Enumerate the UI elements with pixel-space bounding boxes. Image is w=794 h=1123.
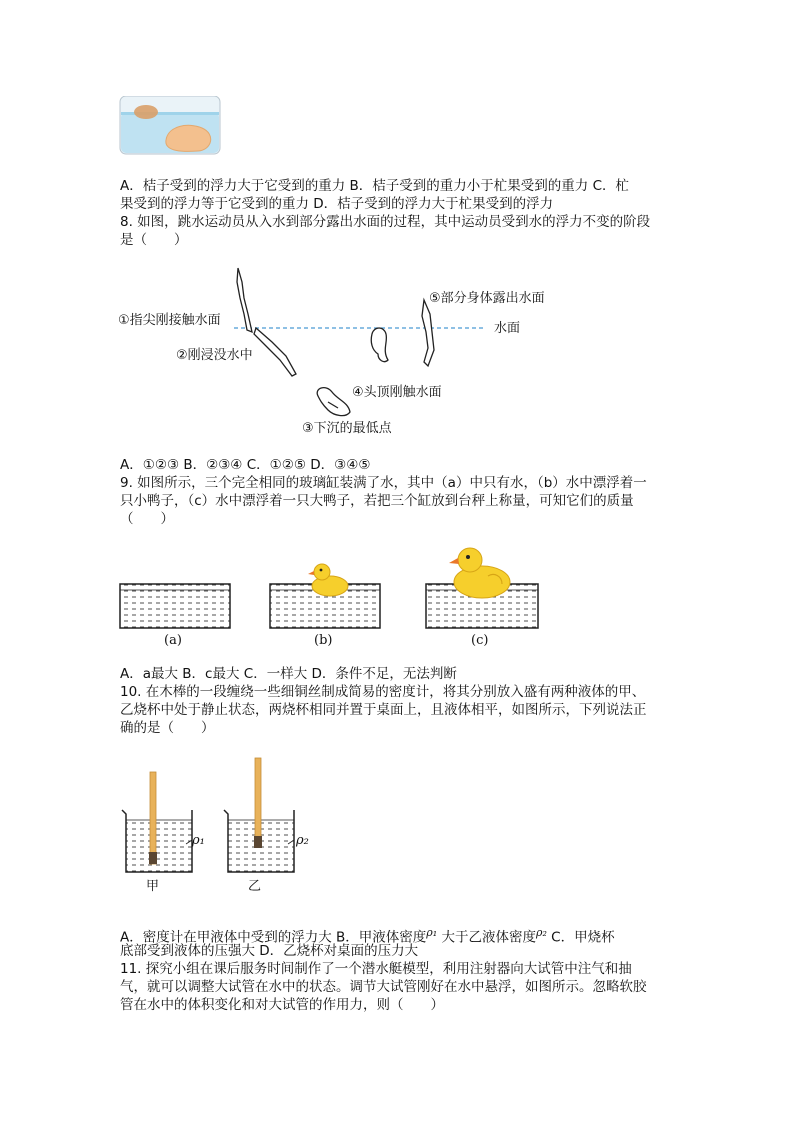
q10-inline-rho1: ρ₁ [426, 926, 438, 939]
rho1-label: ρ₁ [192, 833, 205, 848]
q10-option-a: A．密度计在甲液体中受到的浮力大 B．甲液体密度 [120, 929, 427, 946]
hydrometer-2 [255, 758, 261, 846]
diver-4 [371, 328, 388, 362]
q7-options: A．桔子受到的浮力大于它受到的重力 B．桔子受到的重力小于杧果受到的重力 C．杧 [120, 178, 630, 194]
label-5: ⑤部分身体露出水面 [429, 291, 545, 306]
label-1: ①指尖刚接触水面 [118, 313, 221, 328]
q10-stem: 10. 在木棒的一段缠绕一些细铜丝制成简易的密度计，将其分别放入盛有两种液体的甲、 [120, 684, 646, 700]
q10-options-line2: 底部受到液体的压强大 D．乙烧杯对桌面的压力大 [120, 943, 419, 959]
caption-jia: 甲 [146, 879, 160, 894]
q10-beakers-figure [116, 754, 336, 894]
diver-1 [237, 268, 252, 332]
q9-stem-line2: 只小鸭子，（c）水中漂浮着一只大鸭子，若把三个缸放到台秤上称量，可知它们的质量 [120, 493, 634, 509]
q10-stem-line2: 乙烧杯中处于静止状态，两烧杯相同并置于桌面上，且液体相平，如图所示，下列说法正 [120, 702, 647, 718]
caption-a: (a) [164, 633, 182, 648]
diver-3 [317, 388, 350, 416]
q11-stem-line2: 气，就可以调整大试管在水中的状态。调节大试管刚好在水中悬浮，如图所示。忽略软胶 [120, 979, 647, 995]
label-3: ③下沉的最低点 [302, 421, 392, 436]
big-duck [449, 548, 510, 598]
q10-option-c: C．甲烧杯 [551, 929, 615, 946]
q7-fruit-figure [118, 96, 224, 156]
q10-option-b: 大于乙液体密度 [441, 929, 536, 946]
q8-stem: 8. 如图，跳水运动员从入水到部分露出水面的过程，其中运动员受到水的浮力不变的阶段 [120, 214, 651, 230]
q10-inline-rho2: ρ₂ [535, 926, 547, 939]
q9-stem-line3: （ ） [120, 511, 174, 527]
caption-b: (b) [314, 633, 333, 648]
label-2: ②刚浸没水中 [176, 348, 253, 363]
q8-stem-line2: 是（ ） [120, 232, 188, 248]
caption-yi: 乙 [248, 879, 262, 894]
q9-options: A．a最大 B．c最大 C．一样大 D．条件不足，无法判断 [120, 666, 457, 682]
tank-c [426, 548, 538, 628]
q8-diving-figure [116, 262, 556, 442]
q11-stem-line3: 管在水中的体积变化和对大试管的作用力，则（ ） [120, 997, 444, 1013]
small-duck [308, 564, 348, 596]
caption-c: (c) [471, 633, 489, 648]
q10-stem-line3: 确的是（ ） [120, 720, 215, 736]
diver-5 [422, 300, 434, 366]
q8-options: A．①②③ B．②③④ C．①②⑤ D．③④⑤ [120, 457, 371, 473]
mango-fruit [166, 125, 211, 151]
beaker-jia [122, 772, 192, 872]
tank-a [120, 584, 230, 628]
q11-stem: 11. 探究小组在课后服务时间制作了一个潜水艇模型，利用注射器向大试管中注气和抽 [120, 961, 632, 977]
beaker-yi [224, 758, 294, 872]
rho2-label: ρ₂ [296, 833, 309, 848]
label-4: ④头顶刚触水面 [352, 385, 442, 400]
q7-options-line2: 果受到的浮力等于它受到的重力 D．桔子受到的浮力大于杧果受到的浮力 [120, 196, 554, 212]
diver-2 [254, 328, 296, 376]
label-water: 水面 [494, 321, 521, 336]
orange-fruit [134, 105, 158, 119]
q9-stem: 9. 如图所示，三个完全相同的玻璃缸装满了水，其中（a）中只有水，（b）水中漂浮着一 [120, 475, 647, 491]
hydrometer-1 [150, 772, 156, 864]
q9-tanks-figure [116, 540, 546, 650]
tank-b [270, 564, 380, 628]
